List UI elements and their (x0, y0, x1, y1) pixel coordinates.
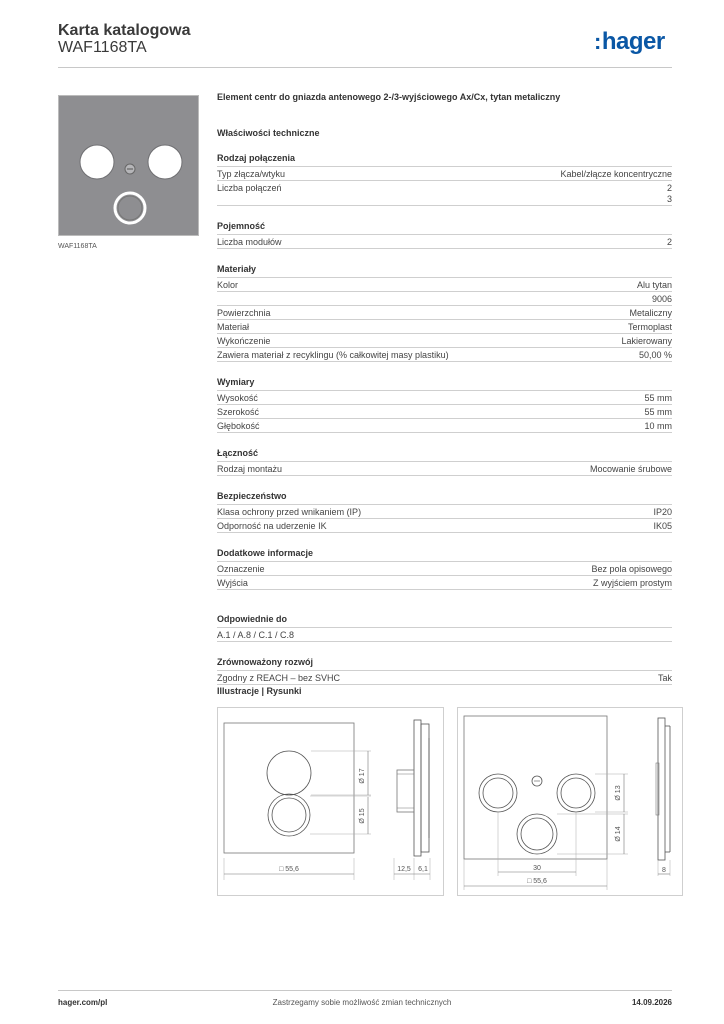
spec-heading: Właściwości techniczne (217, 128, 320, 138)
footer-notice: Zastrzegamy sobie możliwość zmian technicznych (272, 998, 452, 1007)
spec-row-label: Liczba modułów (217, 237, 282, 247)
spec-row-label: Liczba połączeń (217, 183, 282, 193)
drawing-1-side-frame (414, 720, 421, 856)
spec-group-title: Łączność (217, 448, 259, 458)
spec-row-value: Kabel/złącze koncentryczne (560, 169, 672, 179)
spec-row (217, 418, 672, 433)
spec-group-title: Bezpieczeństwo (217, 491, 287, 501)
spec-group (217, 153, 672, 206)
spec-row-label: Oznaczenie (217, 564, 265, 574)
spec-row-label: Zawiera materiał z recyklingu (% całkowitej masy plastiku) (217, 350, 449, 360)
drawing-2-right-circle-outer (557, 774, 595, 812)
product-description: Element centr do gniazda antenowego 2-/3-wyjściowego Ax/Cx, tytan metaliczny (217, 92, 561, 102)
spec-group (217, 614, 672, 642)
drawing-2-left-circle-outer (479, 774, 517, 812)
spec-group (217, 548, 672, 590)
spec-row-value: 55 mm (644, 393, 672, 403)
spec-row-label: Rodzaj montażu (217, 464, 283, 474)
spec-row-value: Z wyjściem prostym (592, 578, 672, 588)
spec-group (217, 377, 672, 433)
hager-logo (594, 28, 665, 56)
drawing-1-top-circle (267, 751, 311, 795)
spec-groups (217, 153, 672, 590)
spec-row (217, 404, 672, 418)
drawing-1-bottom-circle-outer (268, 794, 310, 836)
drawing-2-svg (458, 708, 682, 895)
spec-row-label: Typ złącza/wtyku (217, 169, 286, 179)
dim-depth-b: 6,1 (418, 866, 428, 873)
spec-row (217, 166, 672, 180)
dim-spacing: 30 (533, 865, 541, 872)
spec-group-title: Pojemność (217, 221, 266, 231)
spec-table (217, 92, 672, 685)
spec-row-label: Szerokość (217, 407, 260, 417)
spec-row (217, 277, 672, 291)
spec-row-value: Lakierowany (621, 336, 672, 346)
spec-row-value: IP20 (653, 507, 672, 517)
spec-row-value: Bez pola opisowego (591, 564, 672, 574)
spec-row-value: IK05 (653, 521, 672, 531)
logo-text: hager (601, 28, 665, 55)
spec-row (217, 461, 672, 476)
spec-row-value: 9006 (651, 294, 672, 304)
technical-drawing-front-side-2 (457, 707, 683, 896)
product-photo-drawing (59, 96, 198, 235)
spec-group (217, 221, 672, 249)
drawing-2-bottom-circle-outer (517, 814, 557, 854)
dim-circle-a: Ø 13 (615, 785, 622, 801)
spec-row (217, 518, 672, 533)
spec-group-title: Wymiary (217, 377, 255, 387)
spec-row-value: Mocowanie śrubowe (589, 464, 672, 474)
dim-width-2: □ 55,6 (527, 878, 547, 885)
spec-row-label: Odporność na uderzenie IK (217, 521, 327, 531)
drawing-1-plate (224, 723, 354, 853)
spec-row-value: 50,00 % (638, 350, 672, 360)
spec-row-value: 2 3 (666, 183, 672, 204)
spec-row (217, 347, 672, 362)
spec-group-title: Dodatkowe informacje (217, 548, 314, 558)
spec-row (217, 670, 672, 685)
logo-dots-icon: : (594, 29, 601, 54)
dim-depth-a: 12,5 (397, 866, 411, 873)
spec-row (217, 180, 672, 206)
spec-row-value: Termoplast (627, 322, 672, 332)
spec-row-label: Zgodny z REACH – bez SVHC (217, 673, 341, 683)
spec-row (217, 319, 672, 333)
spec-row (217, 333, 672, 347)
spec-row-value: Metaliczny (629, 308, 672, 318)
spec-group (217, 657, 672, 685)
spec-row-label: Wyjścia (217, 578, 248, 588)
drawing-2-plate (464, 716, 607, 859)
spec-row-label: Kolor (217, 280, 239, 290)
header-divider (58, 67, 672, 68)
dim-circle-b: Ø 14 (615, 826, 622, 842)
footer-divider (58, 990, 672, 991)
spec-extra-groups (217, 614, 672, 685)
dim-depth-2: 8 (662, 867, 666, 874)
dim-width-1: □ 55,6 (279, 866, 299, 873)
spec-row (217, 504, 672, 518)
spec-group (217, 491, 672, 533)
spec-row-label: Powierzchnia (217, 308, 271, 318)
technical-drawing-front-side (217, 707, 444, 896)
spec-row (217, 390, 672, 404)
footer-date: 14.09.2026 (631, 998, 672, 1007)
spec-row-label: Klasa ochrony przed wnikaniem (IP) (217, 507, 362, 517)
spec-row-value: 10 mm (644, 421, 672, 431)
spec-row (217, 305, 672, 319)
product-code: WAF1168TA (58, 39, 147, 56)
spec-row-value: 55 mm (644, 407, 672, 417)
footer-website: hager.com/pl (58, 998, 108, 1007)
spec-row (217, 627, 672, 642)
spec-group-title: Rodzaj połączenia (217, 153, 296, 163)
spec-row-label: Wykończenie (217, 336, 271, 346)
product-photo (58, 95, 199, 236)
spec-row-label: Wysokość (217, 393, 258, 403)
spec-row-label: A.1 / A.8 / C.1 / C.8 (217, 630, 295, 640)
spec-group-title: Odpowiednie do (217, 614, 287, 624)
spec-row-value: Alu tytan (636, 280, 672, 290)
spec-group (217, 264, 672, 362)
spec-row-value: 2 (666, 237, 672, 247)
spec-row (217, 234, 672, 249)
page-title: Karta katalogowa (58, 22, 191, 39)
dim-bottom-circle: Ø 15 (359, 808, 366, 824)
drawing-1-svg (218, 708, 443, 895)
spec-row-label: Materiał (217, 322, 250, 332)
spec-group (217, 448, 672, 476)
illustrations-title: Illustracje | Rysunki (217, 686, 302, 696)
spec-group-title: Zrównoważony rozwój (217, 657, 313, 667)
spec-row-label: Głębokość (217, 421, 260, 431)
spec-row (217, 561, 672, 575)
dim-top-circle: Ø 17 (359, 768, 366, 784)
spec-row (217, 575, 672, 590)
spec-row (217, 291, 672, 305)
spec-group-title: Materiały (217, 264, 257, 274)
drawing-1-bottom-circle-inner (272, 798, 306, 832)
drawing-1-connector (397, 770, 414, 812)
photo-caption: WAF1168TA (58, 243, 97, 250)
spec-row-value: Tak (657, 673, 672, 683)
